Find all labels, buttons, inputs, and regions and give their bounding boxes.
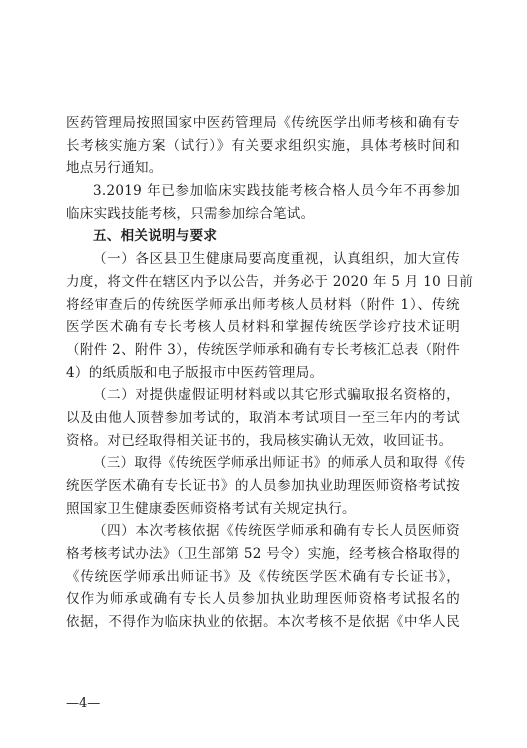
- body-text-line: （附件 2、附件 3），传统医学师承和确有专长考核汇总表（附件: [66, 341, 460, 358]
- document-body: [66, 112, 474, 634]
- body-text-line: 统医学医术确有专长证书》的人员参加执业助理医师资格考试按: [66, 478, 460, 494]
- body-text-line: （一）各区县卫生健康局要高度重视，认真组织，加大宣传: [93, 251, 460, 268]
- page-number: —4—: [66, 696, 101, 711]
- body-text-line: 格考核考试办法》（卫生部第 52 号令）实施，经考核合格取得的: [66, 546, 460, 563]
- body-text-line: 地点另行通知。: [66, 160, 163, 177]
- body-text-line: （二）对提供虚假证明材料或以其它形式骗取报名资格的，: [93, 387, 460, 404]
- body-text-line: 《传统医学师承出师证书》及《传统医学医术确有专长证书》，: [66, 568, 460, 585]
- body-text-line: 以及由他人顶替参加考试的，取消本考试项目一至三年内的考试: [66, 409, 460, 426]
- body-text-line: 4）的纸质版和电子版报市中医药管理局。: [66, 364, 324, 381]
- body-text-line: 依据，不得作为临床执业的依据。本次考核不是依据《中华人民: [66, 614, 460, 631]
- body-text-line: 3.2019 年已参加临床实践技能考核合格人员今年不再参加: [93, 183, 460, 200]
- body-text-line: 长考核实施方案（试行）》有关要求组织实施，具体考核时间和: [66, 137, 460, 154]
- body-text-line: 照国家卫生健康委医师资格考试有关规定执行。: [66, 500, 356, 517]
- body-text-line: 临床实践技能考核，只需参加综合笔试。: [66, 205, 315, 222]
- body-text-line: 力度，将文件在辖区内予以公告，并务必于 2020 年 5 月 10 日前: [66, 273, 474, 290]
- section-heading: 五、相关说明与要求: [93, 228, 218, 245]
- body-text-line: 医学医术确有专长考核人员材料和掌握传统医学诊疗技术证明: [66, 319, 460, 336]
- body-text-line: 医药管理局按照国家中医药管理局《传统医学出师考核和确有专: [66, 115, 460, 131]
- body-text-line: 仅作为师承或确有专长人员参加执业助理医师资格考试报名的: [66, 591, 460, 608]
- body-text-line: 将经审查后的传统医学师承出师考核人员材料（附件 1）、传统: [66, 296, 460, 313]
- body-text-line: 资格。对已经取得相关证书的，我局核实确认无效，收回证书。: [66, 432, 453, 449]
- body-text-line: （三）取得《传统医学师承出师证书》的师承人员和取得《传: [93, 455, 466, 472]
- body-text-line: （四）本次考核依据《传统医学师承和确有专长人员医师资: [93, 523, 460, 540]
